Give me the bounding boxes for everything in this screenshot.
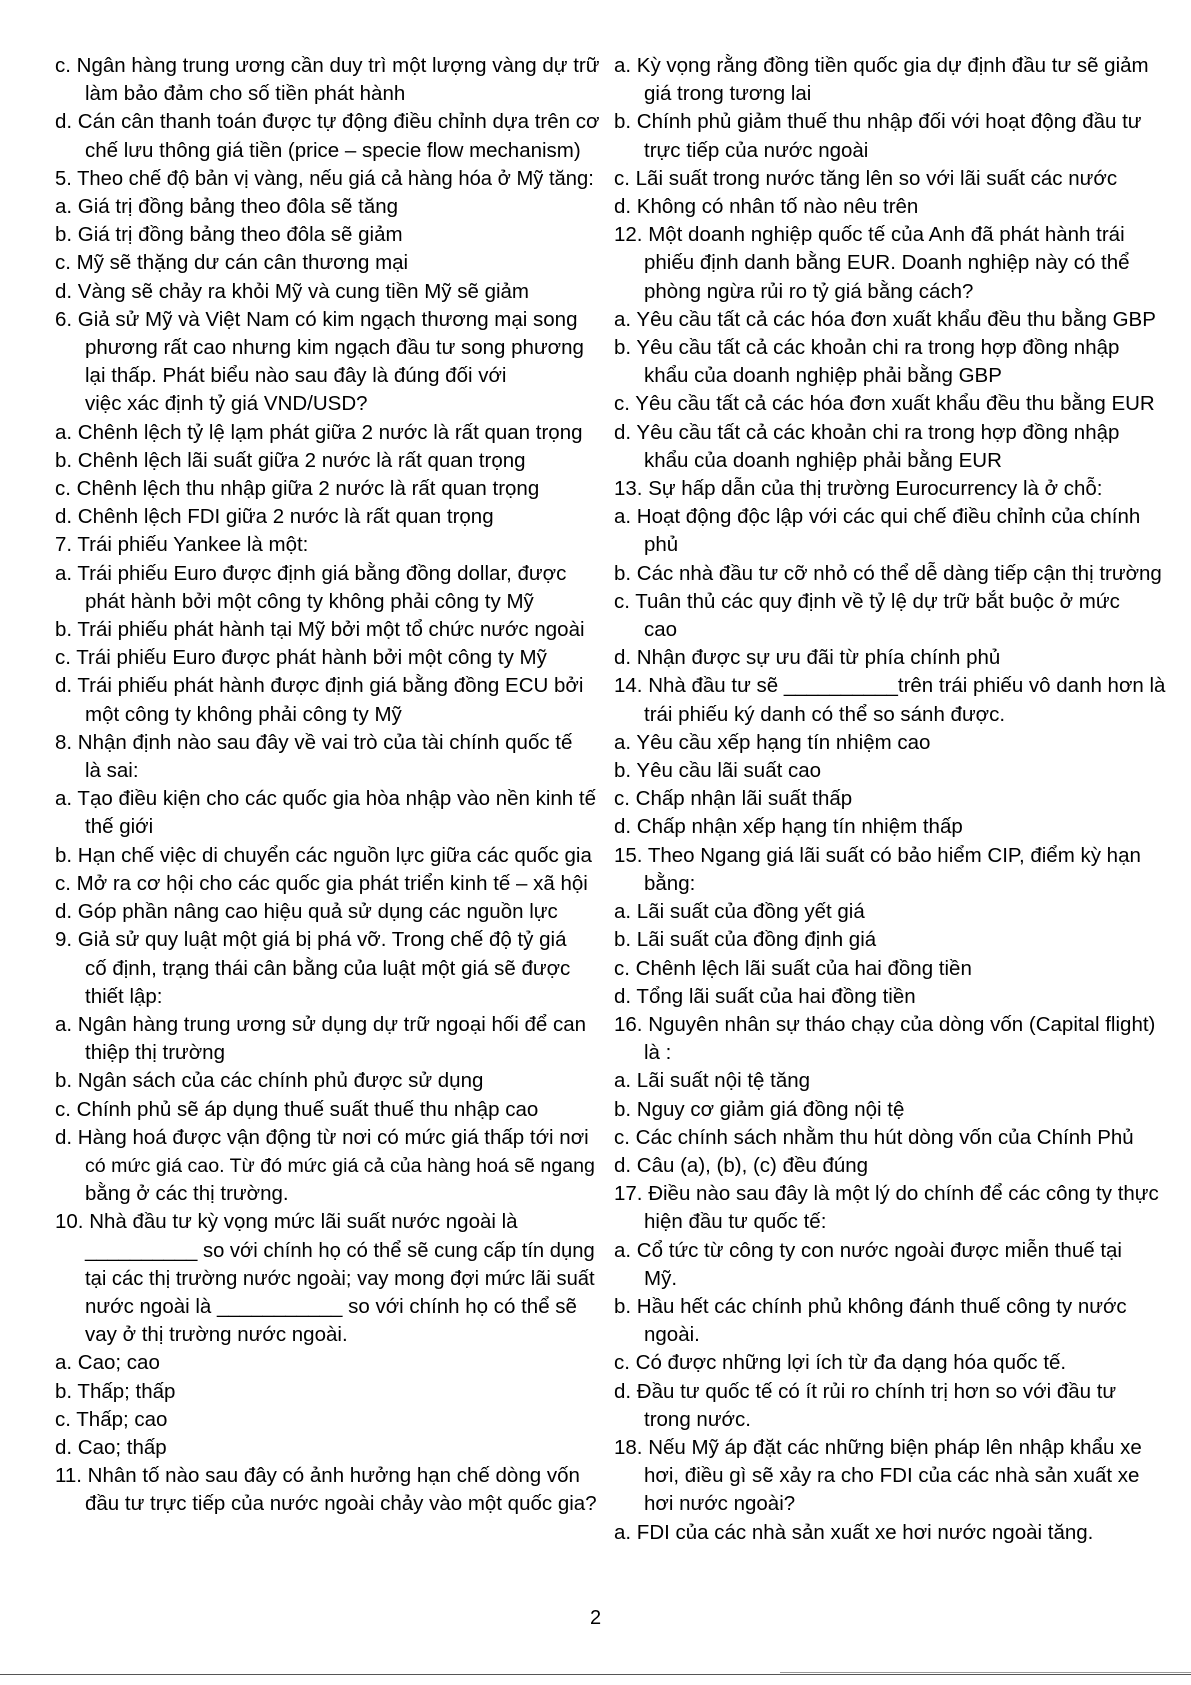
text-line: cố định, trạng thái cân bằng của luật một giá sẽ được xyxy=(85,956,571,980)
text-line: thiệp thị trường xyxy=(85,1041,225,1065)
text-line: __________ so với chính họ có thể sẽ cung cấp tín dụng xyxy=(85,1239,595,1262)
text-line: d. Câu (a), (b), (c) đều đúng xyxy=(614,1153,869,1177)
text-line: c. Yêu cầu tất cả các hóa đơn xuất khẩu đều thu bằng EUR xyxy=(614,392,1155,416)
text-line: 15. Theo Ngang giá lãi suất có bảo hiểm CIP, điểm kỳ hạn xyxy=(614,843,1141,867)
text-line: c. Ngân hàng trung ương cần duy trì một lượng vàng dự trữ xyxy=(55,54,600,77)
text-line: 9. Giả sử quy luật một giá bị phá vỡ. Trong chế độ tỷ giá xyxy=(55,928,567,952)
text-line: phương rất cao nhưng kim ngạch đầu tư song phương xyxy=(85,336,584,360)
text-line: phiếu định danh bằng EUR. Doanh nghiệp này có thể xyxy=(644,251,1130,275)
text-line: 16. Nguyên nhân sự tháo chạy của dòng vốn (Capital flight) xyxy=(614,1012,1156,1036)
text-line: d. Hàng hoá được vận động từ nơi có mức giá thấp tới nơi xyxy=(55,1125,589,1149)
text-line: a. Ngân hàng trung ương sử dụng dự trữ ngoại hối để can xyxy=(55,1012,587,1036)
text-line: 13. Sự hấp dẫn của thị trường Eurocurrency là ở chỗ: xyxy=(614,477,1103,501)
text-line: d. Chênh lệch FDI giữa 2 nước là rất quan trọng xyxy=(55,505,494,529)
text-line: phòng ngừa rủi ro tỷ giá bằng cách? xyxy=(644,279,974,303)
text-line: d. Không có nhân tố nào nêu trên xyxy=(614,195,919,219)
text-line: giá trong tương lai xyxy=(644,82,812,106)
text-line: 18. Nếu Mỹ áp đặt các những biện pháp lên nhập khẩu xe xyxy=(614,1435,1142,1459)
text-line: d. Cán cân thanh toán được tự động điều chỉnh dựa trên cơ xyxy=(55,110,600,134)
text-line: c. Chấp nhận lãi suất thấp xyxy=(614,787,853,811)
text-line: khẩu của doanh nghiệp phải bằng GBP xyxy=(644,364,1002,388)
text-line: a. Tạo điều kiện cho các quốc gia hòa nhập vào nền kinh tế xyxy=(55,787,596,811)
text-line: c. Lãi suất trong nước tăng lên so với lãi suất các nước xyxy=(614,166,1118,190)
text-line: d. Đầu tư quốc tế có ít rủi ro chính trị hơn so với đầu tư xyxy=(614,1379,1117,1403)
text-line: tại các thị trường nước ngoài; vay mong đợi mức lãi suất xyxy=(85,1267,595,1290)
text-line: 8. Nhận định nào sau đây về vai trò của tài chính quốc tế xyxy=(55,730,573,754)
left-column xyxy=(55,52,600,1519)
text-line: b. Hạn chế việc di chuyển các nguồn lực giữa các quốc gia xyxy=(55,843,592,867)
text-line: a. Kỳ vọng rằng đồng tiền quốc gia dự định đầu tư sẽ giảm xyxy=(614,54,1149,77)
text-line: a. FDI của các nhà sản xuất xe hơi nước ngoài tăng. xyxy=(614,1520,1094,1544)
text-line: c. Chênh lệch lãi suất của hai đồng tiền xyxy=(614,956,972,980)
text-line: thế giới xyxy=(85,815,154,839)
text-line: a. Chênh lệch tỷ lệ lạm phát giữa 2 nước là rất quan trọng xyxy=(55,420,583,444)
text-line: c. Mỹ sẽ thặng dư cán cân thương mại xyxy=(55,251,409,275)
text-line: một công ty không phải công ty Mỹ xyxy=(85,702,402,726)
text-line: b. Các nhà đầu tư cỡ nhỏ có thể dễ dàng tiếp cận thị trường xyxy=(614,561,1162,585)
footer-rule xyxy=(0,1674,1191,1675)
text-line: việc xác định tỷ giá VND/USD? xyxy=(85,392,368,416)
text-line: cao xyxy=(644,618,678,642)
text-line: nước ngoài là ___________ so với chính họ có thể sẽ xyxy=(85,1294,577,1318)
text-line: a. Lãi suất của đồng yết giá xyxy=(614,900,865,924)
text-line: làm bảo đảm cho số tiền phát hành xyxy=(85,82,406,106)
text-line: b. Lãi suất của đồng định giá xyxy=(614,928,877,952)
text-line: d. Vàng sẽ chảy ra khỏi Mỹ và cung tiền Mỹ sẽ giảm xyxy=(55,279,530,303)
text-line: hiện đầu tư quốc tế: xyxy=(644,1210,827,1234)
text-line: d. Cao; thấp xyxy=(55,1435,167,1459)
text-line: a. Yêu cầu xếp hạng tín nhiệm cao xyxy=(614,730,931,754)
text-line: b. Hầu hết các chính phủ không đánh thuế công ty nước xyxy=(614,1294,1127,1318)
text-line: bằng: xyxy=(644,871,696,895)
text-line: b. Yêu cầu lãi suất cao xyxy=(614,759,822,783)
text-line: 7. Trái phiếu Yankee là một: xyxy=(55,533,309,557)
text-line: 6. Giả sử Mỹ và Việt Nam có kim ngạch thương mại song xyxy=(55,307,578,331)
text-line: phủ xyxy=(644,533,679,557)
text-line: c. Mở ra cơ hội cho các quốc gia phát triển kinh tế – xã hội xyxy=(55,871,588,895)
page-number: 2 xyxy=(589,1607,602,1629)
text-line: khẩu của doanh nghiệp phải bằng EUR xyxy=(644,448,1002,472)
text-line: b. Giá trị đồng bảng theo đôla sẽ giảm xyxy=(55,223,403,247)
text-line: 12. Một doanh nghiệp quốc tế của Anh đã phát hành trái xyxy=(614,223,1125,247)
text-line: 10. Nhà đầu tư kỳ vọng mức lãi suất nước ngoài là xyxy=(55,1210,518,1234)
text-line: trong nước. xyxy=(644,1407,751,1431)
text-line: d. Tổng lãi suất của hai đồng tiền xyxy=(614,984,916,1008)
text-line: b. Yêu cầu tất cả các khoản chi ra trong hợp đồng nhập xyxy=(614,336,1120,360)
text-line: phát hành bởi một công ty không phải công ty Mỹ xyxy=(85,589,534,613)
text-line: là : xyxy=(644,1041,672,1065)
text-line: Mỹ. xyxy=(644,1266,678,1290)
text-line: b. Ngân sách của các chính phủ được sử dụng xyxy=(55,1069,484,1093)
text-line: b. Nguy cơ giảm giá đồng nội tệ xyxy=(614,1097,905,1121)
text-line: ngoài. xyxy=(644,1323,700,1347)
text-line: b. Chính phủ giảm thuế thu nhập đối với hoạt động đầu tư xyxy=(614,110,1142,134)
text-line: hơi nước ngoài? xyxy=(644,1492,796,1516)
text-line: a. Cao; cao xyxy=(55,1351,160,1375)
text-line: bằng ở các thị trường. xyxy=(85,1182,289,1206)
text-line: a. Giá trị đồng bảng theo đôla sẽ tăng xyxy=(55,195,399,219)
footer-rule-secondary xyxy=(780,1672,1191,1673)
text-line: c. Các chính sách nhằm thu hút dòng vốn của Chính Phủ xyxy=(614,1125,1134,1149)
text-line: trực tiếp của nước ngoài xyxy=(644,138,869,162)
text-line: c. Chính phủ sẽ áp dụng thuế suất thuế thu nhập cao xyxy=(55,1097,539,1121)
text-line: 11. Nhân tố nào sau đây có ảnh hưởng hạn chế dòng vốn xyxy=(55,1464,580,1488)
right-column xyxy=(614,52,1186,1547)
text-line: a. Cổ tức từ công ty con nước ngoài được miễn thuế tại xyxy=(614,1238,1122,1262)
text-line: hơi, điều gì sẽ xảy ra cho FDI của các nhà sản xuất xe xyxy=(644,1464,1140,1488)
text-line: b. Thấp; thấp xyxy=(55,1379,176,1403)
text-line: b. Chênh lệch lãi suất giữa 2 nước là rất quan trọng xyxy=(55,448,526,472)
text-line: d. Yêu cầu tất cả các khoản chi ra trong hợp đồng nhập xyxy=(614,420,1120,444)
text-line: đầu tư trực tiếp của nước ngoài chảy vào một quốc gia? xyxy=(85,1492,597,1516)
text-line: c. Tuân thủ các quy định về tỷ lệ dự trữ bắt buộc ở mức xyxy=(614,589,1120,613)
text-line: 17. Điều nào sau đây là một lý do chính để các công ty thực xyxy=(614,1182,1159,1206)
text-line: thiết lập: xyxy=(85,984,163,1008)
text-line: a. Yêu cầu tất cả các hóa đơn xuất khẩu đều thu bằng GBP xyxy=(614,307,1156,331)
text-line: vay ở thị trường nước ngoài. xyxy=(85,1323,348,1347)
text-line: b. Trái phiếu phát hành tại Mỹ bởi một tổ chức nước ngoài xyxy=(55,618,585,642)
text-line: a. Hoạt động độc lập với các qui chế điều chỉnh của chính xyxy=(614,505,1141,529)
text-line: trái phiếu ký danh có thể so sánh được. xyxy=(644,702,1006,726)
text-line: a. Trái phiếu Euro được định giá bằng đồng dollar, được xyxy=(55,561,567,585)
text-line: có mức giá cao. Từ đó mức giá cả của hàng hoá sẽ ngang xyxy=(85,1154,595,1177)
text-line: 14. Nhà đầu tư sẽ __________trên trái phiếu vô danh hơn là xyxy=(614,674,1166,698)
text-line: lại thấp. Phát biểu nào sau đây là đúng đối với xyxy=(85,364,507,388)
text-line: a. Lãi suất nội tệ tăng xyxy=(614,1069,811,1093)
text-line: d. Góp phần nâng cao hiệu quả sử dụng các nguồn lực xyxy=(55,900,558,924)
text-line: c. Trái phiếu Euro được phát hành bởi một công ty Mỹ xyxy=(55,646,547,670)
text-line: chế lưu thông giá tiền (price – specie flow mechanism) xyxy=(85,138,581,162)
text-line: c. Chênh lệch thu nhập giữa 2 nước là rất quan trọng xyxy=(55,477,540,501)
text-line: c. Có được những lợi ích từ đa dạng hóa quốc tế. xyxy=(614,1351,1067,1375)
text-line: là sai: xyxy=(85,759,139,783)
text-line: d. Chấp nhận xếp hạng tín nhiệm thấp xyxy=(614,815,963,839)
text-line: c. Thấp; cao xyxy=(55,1407,168,1431)
text-line: d. Trái phiếu phát hành được định giá bằng đồng ECU bởi xyxy=(55,674,584,698)
text-line: d. Nhận được sự ưu đãi từ phía chính phủ xyxy=(614,646,1001,670)
text-line: 5. Theo chế độ bản vị vàng, nếu giá cả hàng hóa ở Mỹ tăng: xyxy=(55,167,594,190)
